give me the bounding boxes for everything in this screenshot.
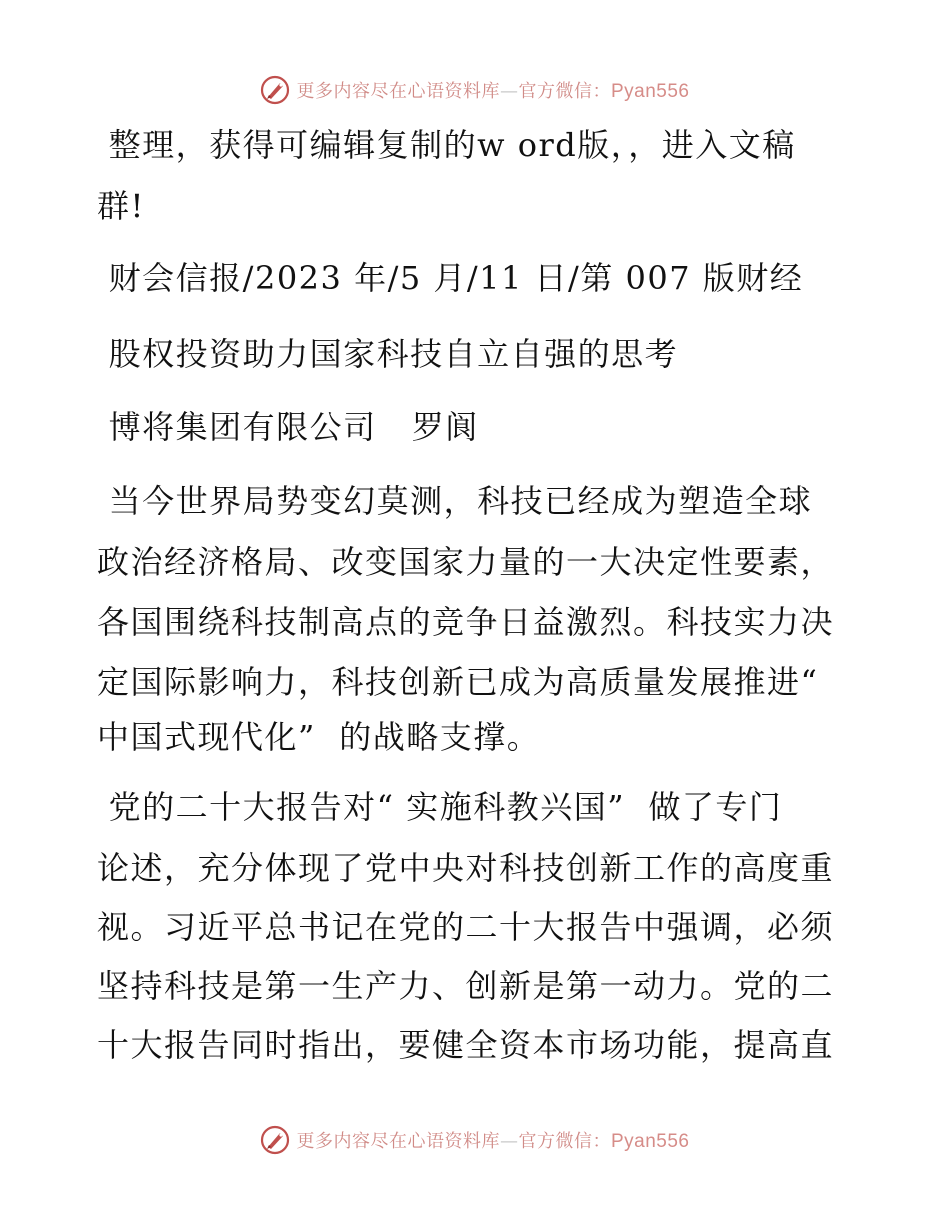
banner-dash: —: [499, 1131, 519, 1152]
quill-pen-logo-icon: [260, 1125, 290, 1155]
banner-wechat-id: Pyan556: [610, 1131, 690, 1152]
quill-pen-logo-icon: [260, 75, 290, 105]
banner-lead: 更多内容尽在心语资料库: [296, 81, 500, 102]
banner-wechat-id: Pyan556: [610, 81, 690, 102]
text-line: 政治经济格局、改变国家力量的一大决定性要素，: [97, 543, 835, 581]
footer-banner: [0, 1120, 950, 1160]
text-line: 群!: [97, 187, 145, 225]
banner-text: [296, 1127, 689, 1153]
text-line: 坚持科技是第一生产力、创新是第一动力。党的二: [97, 967, 835, 1005]
text-line: 定国际影响力，科技创新已成为高质量发展推进“: [97, 663, 819, 701]
source-line: 财会信报/2023 年/5 月/11 日/第 007 版财经: [97, 259, 804, 297]
text-line: 中国式现代化” 的战略支撑。: [97, 718, 541, 756]
text-line: 各国围绕科技制高点的竞争日益激烈。科技实力决: [97, 603, 835, 641]
text-line: 整理，获得可编辑复制的w ord版，，进入文稿: [97, 126, 796, 164]
banner-dash: —: [499, 81, 519, 102]
banner-lead: 更多内容尽在心语资料库: [296, 1131, 500, 1152]
text-line: 论述，充分体现了党中央对科技创新工作的高度重: [97, 849, 835, 887]
text-line: 党的二十大报告对“ 实施科教兴国” 做了专门: [97, 788, 783, 826]
banner-text: [296, 77, 689, 103]
text-line: 当今世界局势变幻莫测，科技已经成为塑造全球: [97, 482, 813, 520]
banner-wechat-label: 官方微信：: [518, 81, 611, 102]
text-line: 视。习近平总书记在党的二十大报告中强调，必须: [97, 908, 835, 946]
banner-wechat-label: 官方微信：: [518, 1131, 611, 1152]
text-line: 十大报告同时指出，要健全资本市场功能，提高直: [97, 1026, 835, 1064]
author-line: 博将集团有限公司 罗阆: [97, 408, 479, 446]
header-banner: [0, 70, 950, 110]
article-title: 股权投资助力国家科技自立自强的思考: [97, 335, 679, 373]
